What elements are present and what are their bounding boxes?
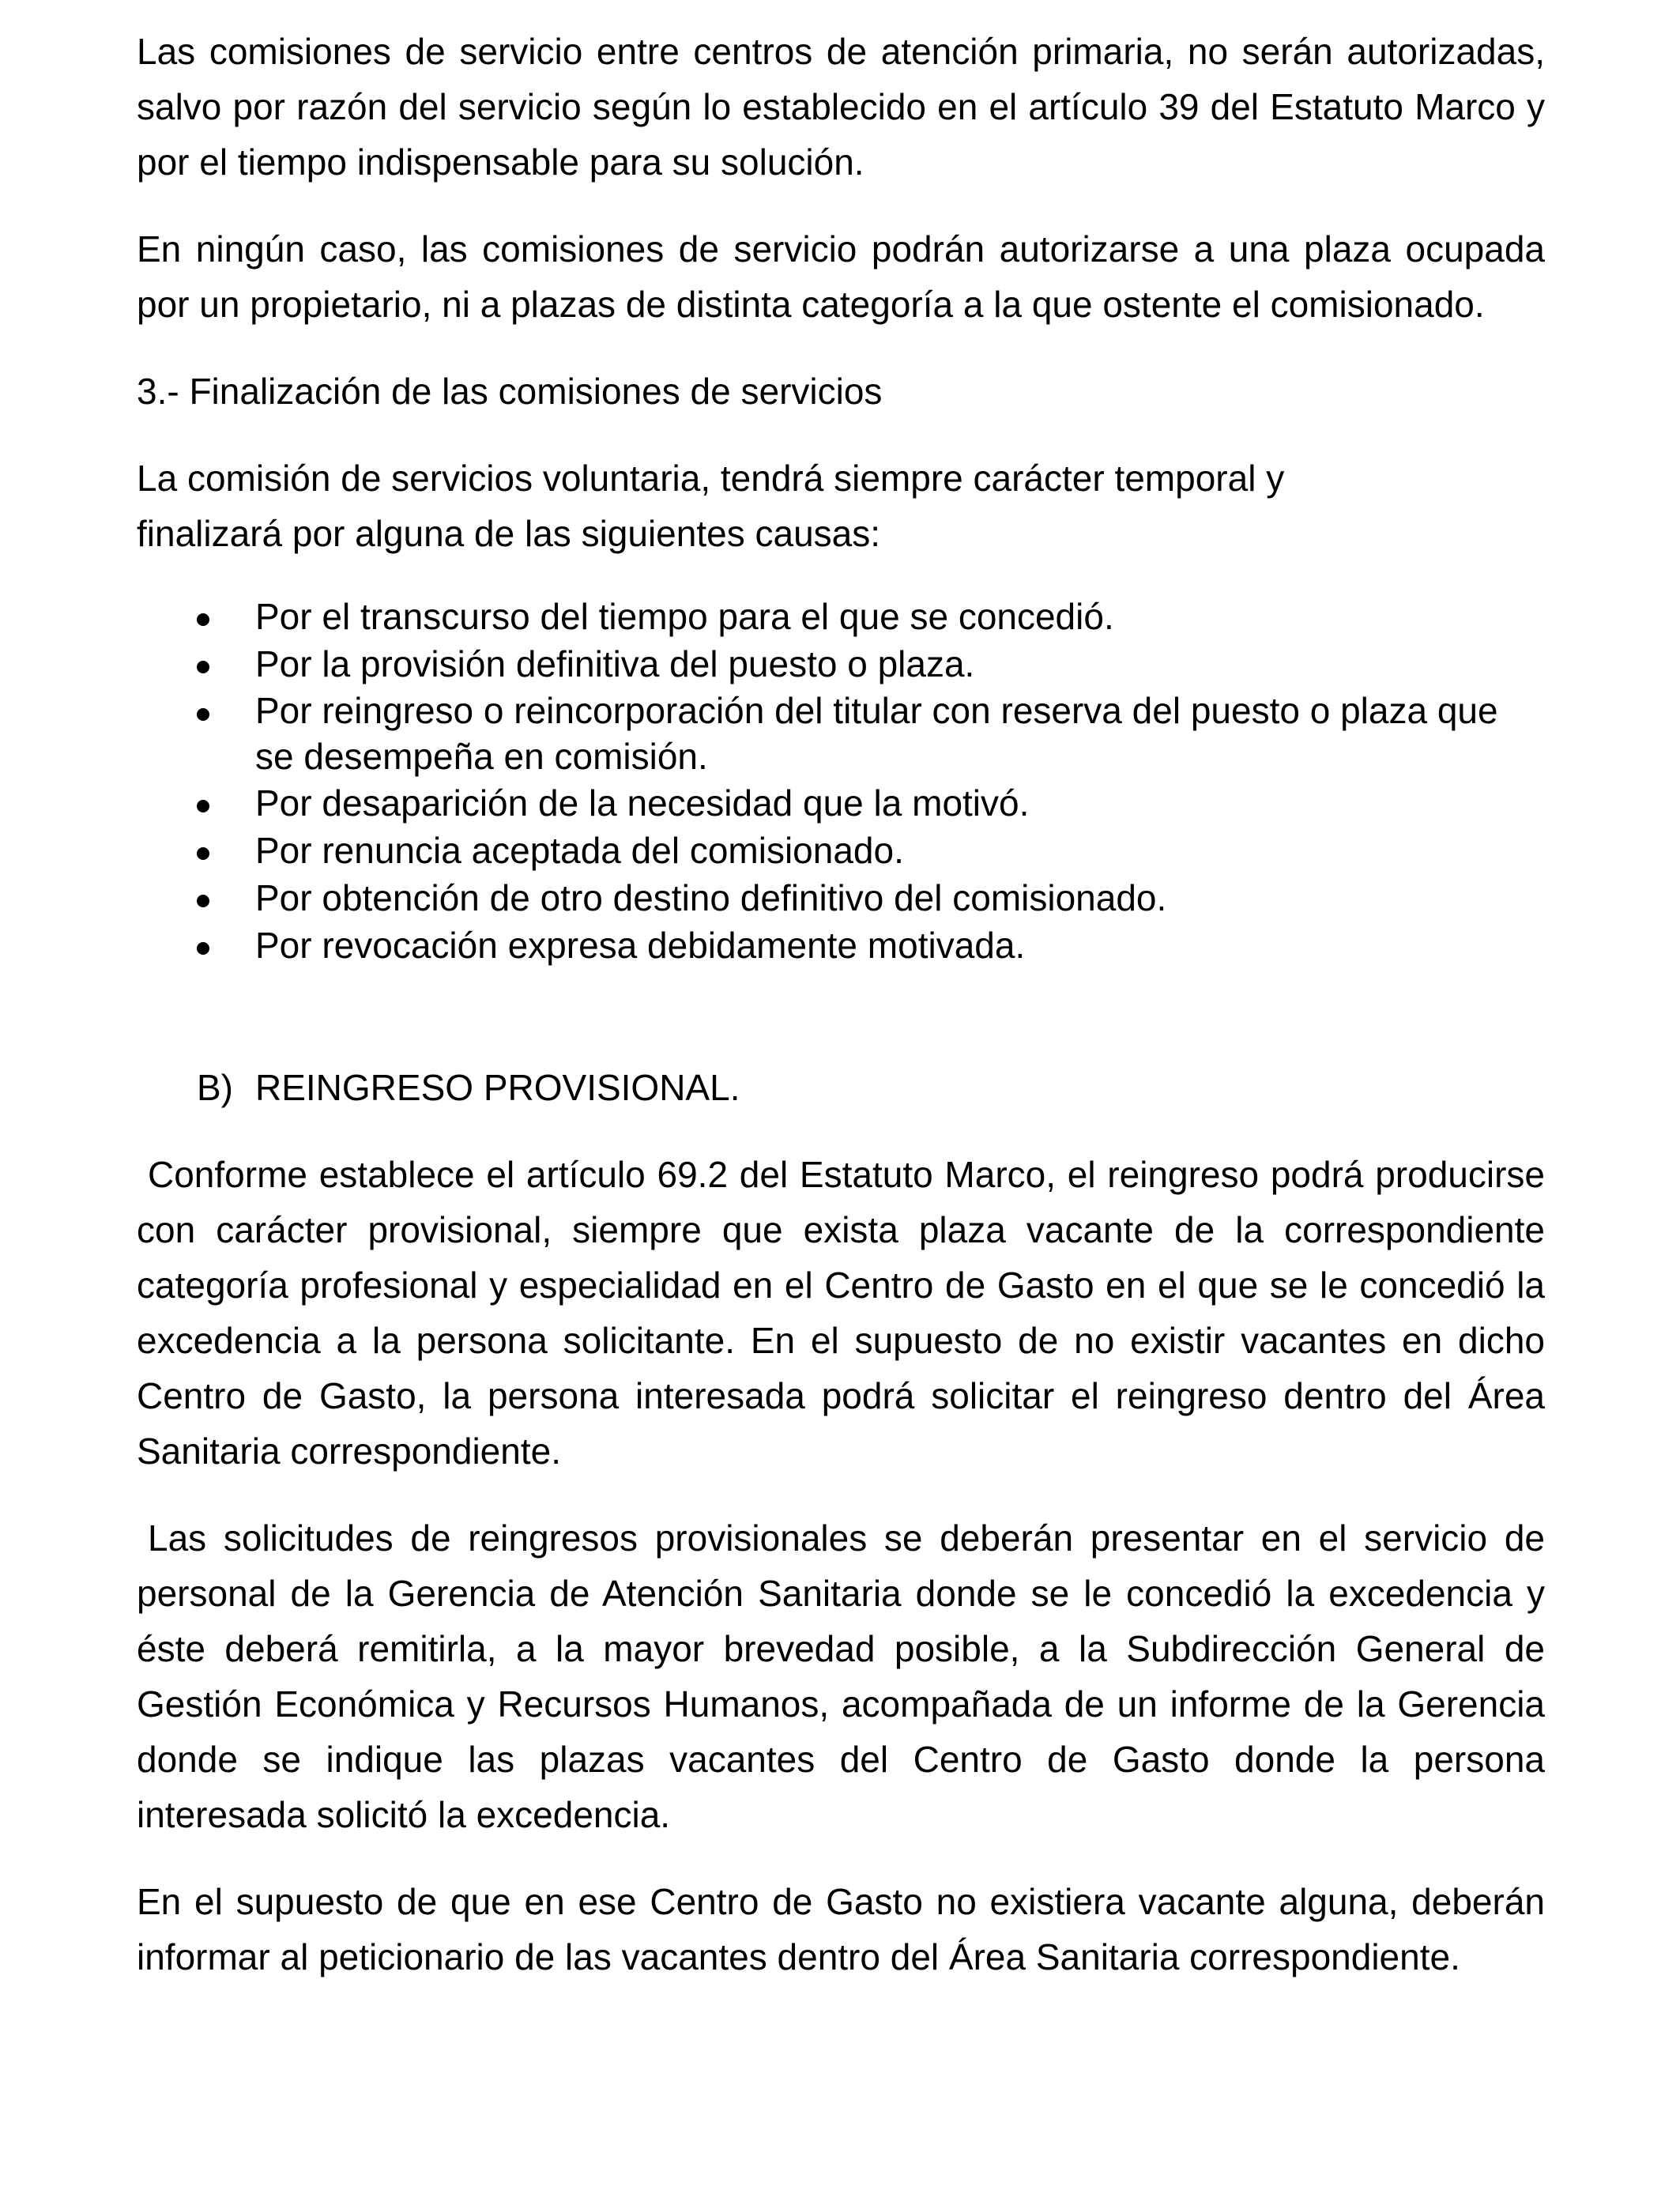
bullet-icon	[197, 895, 209, 907]
section-b-title: REINGRESO PROVISIONAL.	[255, 1067, 740, 1108]
list-item	[137, 593, 1545, 640]
list-item-text: Por el transcurso del tiempo para el que se concedió.	[255, 596, 1114, 637]
causes-list	[137, 593, 1545, 969]
list-item-text: Por desaparición de la necesidad que la motivó.	[255, 782, 1030, 824]
list-item	[137, 922, 1545, 969]
list-item-text: Por la provisión definitiva del puesto o plaza.	[255, 643, 975, 684]
list-item	[137, 827, 1545, 874]
list-item-text: Por reingreso o reincorporación del titular con reserva del puesto o plaza que se desempeña en comisión.	[255, 690, 1498, 777]
paragraph-comisiones-atencion-primaria: Las comisiones de servicio entre centros de atención primaria, no serán autorizadas, salvo por razón del servicio según lo establecido en el artículo 39 del Estatuto Marco y por el tiempo indispensable para su solución.	[137, 31, 1545, 183]
list-item	[137, 779, 1545, 827]
section-3-intro-line-2: finalizará por alguna de las siguientes causas:	[137, 513, 881, 554]
paragraph-solicitudes-reingresos: Las solicitudes de reingresos provisionales se deberán presentar en el servicio de personal de la Gerencia de Atención Sanitaria donde se le concedió la excedencia y éste deberá remitirla, a la mayor brevedad posible, a la Subdirección General de Gestión Económica y Recursos Humanos, acompañada de un informe de la Gerencia donde se indique las plazas vacantes del Centro de Gasto donde la persona interesada solicitó la excedencia.	[137, 1517, 1545, 1835]
bullet-icon	[197, 800, 209, 812]
list-item	[137, 640, 1545, 688]
list-item	[137, 874, 1545, 922]
list-item	[137, 688, 1545, 779]
bullet-icon	[197, 942, 209, 955]
section-3-intro-line-1: La comisión de servicios voluntaria, tendrá siempre carácter temporal y	[137, 458, 1285, 499]
list-item-text: Por obtención de otro destino definitivo del comisionado.	[255, 877, 1167, 918]
paragraph-ningun-caso: En ningún caso, las comisiones de servicio podrán autorizarse a una plaza ocupada por un propietario, ni a plazas de distinta categoría a la que ostente el comisionado.	[137, 228, 1545, 325]
paragraph-conforme-establece: Conforme establece el artículo 69.2 del Estatuto Marco, el reingreso podrá producirse con carácter provisional, siempre que exista plaza vacante de la correspondiente categoría profesional y especialidad en el Centro de Gasto en el que se le concedió la excedencia a la persona solicitante. En el supuesto de no existir vacantes en dicho Centro de Gasto, la persona interesada podrá solicitar el reingreso dentro del Área Sanitaria correspondiente.	[137, 1154, 1545, 1472]
bullet-icon	[197, 708, 209, 721]
list-item-text: Por renuncia aceptada del comisionado.	[255, 830, 904, 871]
document-page	[137, 24, 1545, 1985]
bullet-icon	[197, 613, 209, 626]
bullet-icon	[197, 661, 209, 673]
section-3-heading: 3.- Finalización de las comisiones de servicios	[137, 371, 883, 412]
section-b-heading	[137, 1060, 1545, 1115]
paragraph-supuesto-centro-gasto: En el supuesto de que en ese Centro de Gasto no existiera vacante alguna, deberán informar al peticionario de las vacantes dentro del Área Sanitaria correspondiente.	[137, 1881, 1545, 1977]
bullet-icon	[197, 847, 209, 860]
list-item-text: Por revocación expresa debidamente motivada.	[255, 925, 1026, 966]
section-b-marker: B)	[197, 1067, 233, 1108]
